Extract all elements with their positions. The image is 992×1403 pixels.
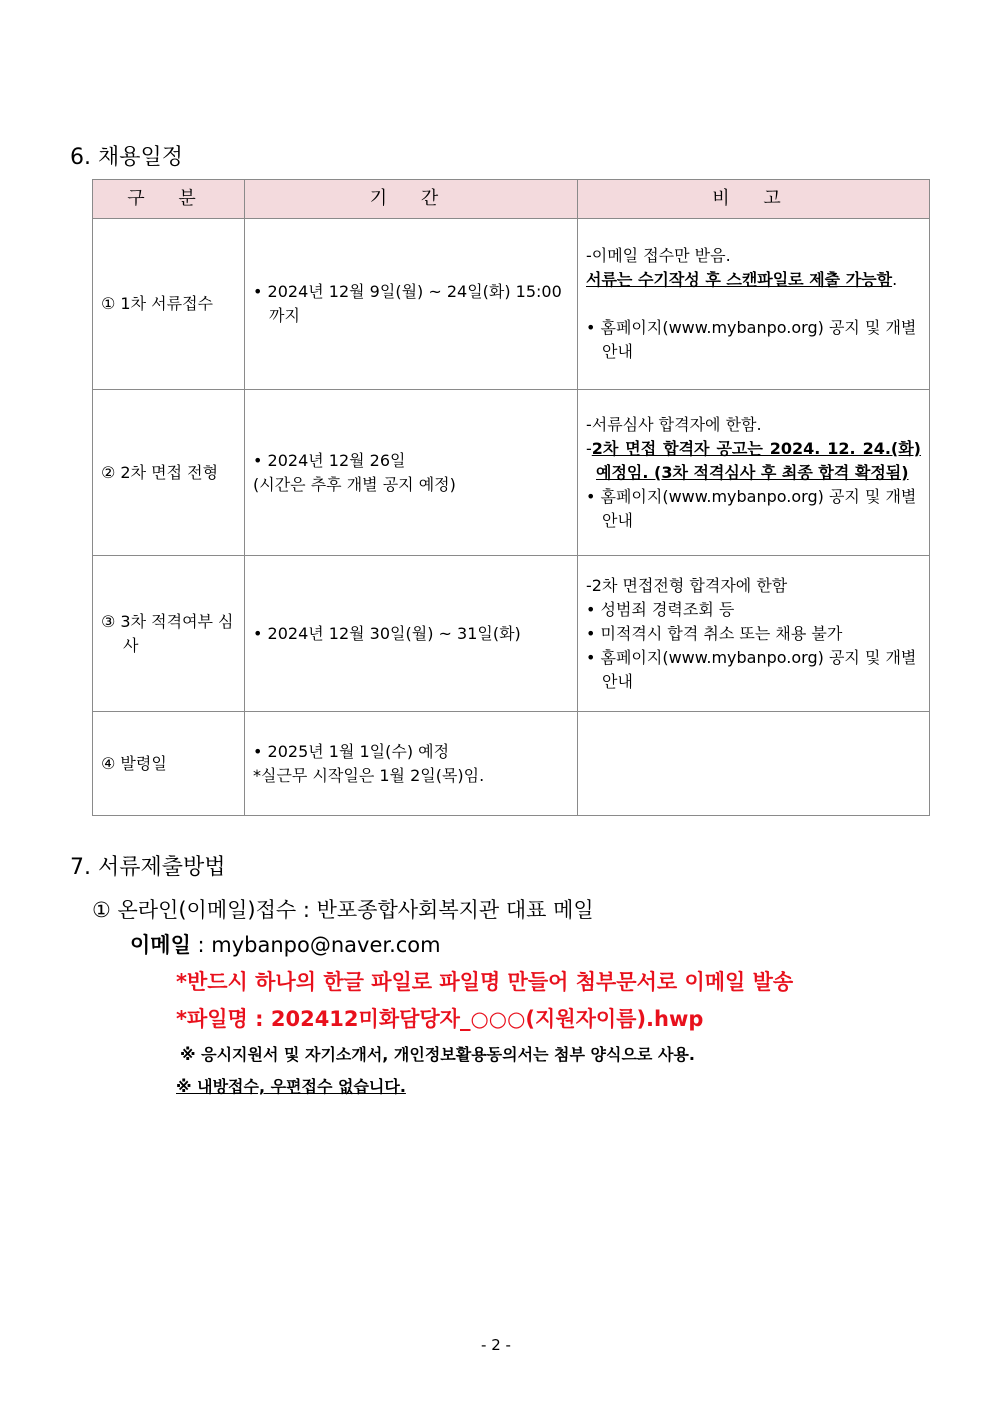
row4-period-line2: *실근무 시작일은 1월 2일(목)임. bbox=[253, 765, 485, 785]
no-visit-mail-note: ※ 내방접수, 우편접수 없습니다. bbox=[176, 1077, 406, 1096]
row1-period bbox=[245, 219, 578, 390]
row1-note-line2 bbox=[586, 268, 921, 292]
row4-category: ④ 발령일 bbox=[93, 712, 245, 816]
row2-period bbox=[245, 390, 578, 556]
row1-note-period: . bbox=[892, 270, 898, 289]
header-period: 기 간 bbox=[245, 180, 578, 219]
online-submission-line: ① 온라인(이메일)접수 : 반포종합사회복지관 대표 메일 bbox=[92, 898, 594, 922]
row3-category bbox=[93, 556, 245, 712]
row1-category: ① 1차 서류접수 bbox=[93, 219, 245, 390]
row2-note-emphasis: 2차 면접 합격자 공고는 2024. 12. 24.(화) 예정임. (3차 적격심사 후 최종 합격 확정됨) bbox=[591, 438, 921, 482]
row1-note-emphasis: 서류는 수기작성 후 스캔파일로 제출 가능함 bbox=[586, 270, 893, 289]
row4-note bbox=[578, 712, 930, 816]
row4-period-line1: • 2025년 1월 1일(수) 예정 bbox=[253, 741, 450, 761]
attachment-note: ※ 응시지원서 및 자기소개서, 개인정보활용동의서는 첨부 양식으로 사용. bbox=[180, 1045, 695, 1064]
row3-note-line1: -2차 면접전형 합격자에 한함 bbox=[586, 575, 788, 595]
row3-period-line: • 2024년 12월 30일(월) ~ 31일(화) bbox=[253, 623, 521, 643]
schedule-table bbox=[92, 179, 930, 816]
section-6-title: 6. 채용일정 bbox=[70, 145, 183, 170]
section-7-title: 7. 서류제출방법 bbox=[70, 855, 226, 880]
email-line bbox=[130, 929, 441, 959]
table-row bbox=[93, 556, 930, 712]
table-row bbox=[93, 390, 930, 556]
red-notice-filename: *파일명 : 202412미화담당자_○○○(지원자이름).hwp bbox=[176, 1007, 704, 1031]
row3-note-line2: • 성범죄 경력조회 등 bbox=[586, 599, 735, 619]
row2-note-dash: - bbox=[586, 438, 592, 458]
row2-note-line1: -서류심사 합격자에 한함. bbox=[586, 414, 762, 434]
row1-note bbox=[578, 219, 930, 390]
email-value: : mybanpo@naver.com bbox=[190, 933, 441, 957]
page-number: - 2 - bbox=[481, 1336, 511, 1354]
row2-category: ② 2차 면접 전형 bbox=[93, 390, 245, 556]
row3-category-text: ③ 3차 적격여부 심사 bbox=[101, 611, 234, 655]
row2-note bbox=[578, 390, 930, 556]
row3-note bbox=[578, 556, 930, 712]
red-notice-file: *반드시 하나의 한글 파일로 파일명 만들어 첨부문서로 이메일 발송 bbox=[176, 970, 794, 994]
row2-note-line2 bbox=[586, 437, 921, 485]
row2-period-line1: • 2024년 12월 26일 bbox=[253, 450, 406, 470]
header-note: 비 고 bbox=[578, 180, 930, 219]
row3-note-line4: • 홈페이지(www.mybanpo.org) 공지 및 개별안내 bbox=[586, 647, 917, 691]
email-label: 이메일 bbox=[130, 933, 191, 957]
row2-period-line2: (시간은 추후 개별 공지 예정) bbox=[253, 474, 456, 494]
table-header-row bbox=[93, 180, 930, 219]
table-row bbox=[93, 219, 930, 390]
row2-note-line3: • 홈페이지(www.mybanpo.org) 공지 및 개별안내 bbox=[586, 486, 917, 530]
header-category: 구 분 bbox=[93, 180, 245, 219]
row3-period bbox=[245, 556, 578, 712]
table-row bbox=[93, 712, 930, 816]
row1-note-line1: -이메일 접수만 받음. bbox=[586, 246, 731, 265]
row1-period-line: • 2024년 12월 9일(월) ~ 24일(화) 15:00까지 bbox=[253, 282, 562, 325]
row1-note-line3: • 홈페이지(www.mybanpo.org) 공지 및 개별안내 bbox=[586, 318, 917, 361]
row4-period bbox=[245, 712, 578, 816]
row3-note-line3: • 미적격시 합격 취소 또는 채용 불가 bbox=[586, 623, 843, 643]
